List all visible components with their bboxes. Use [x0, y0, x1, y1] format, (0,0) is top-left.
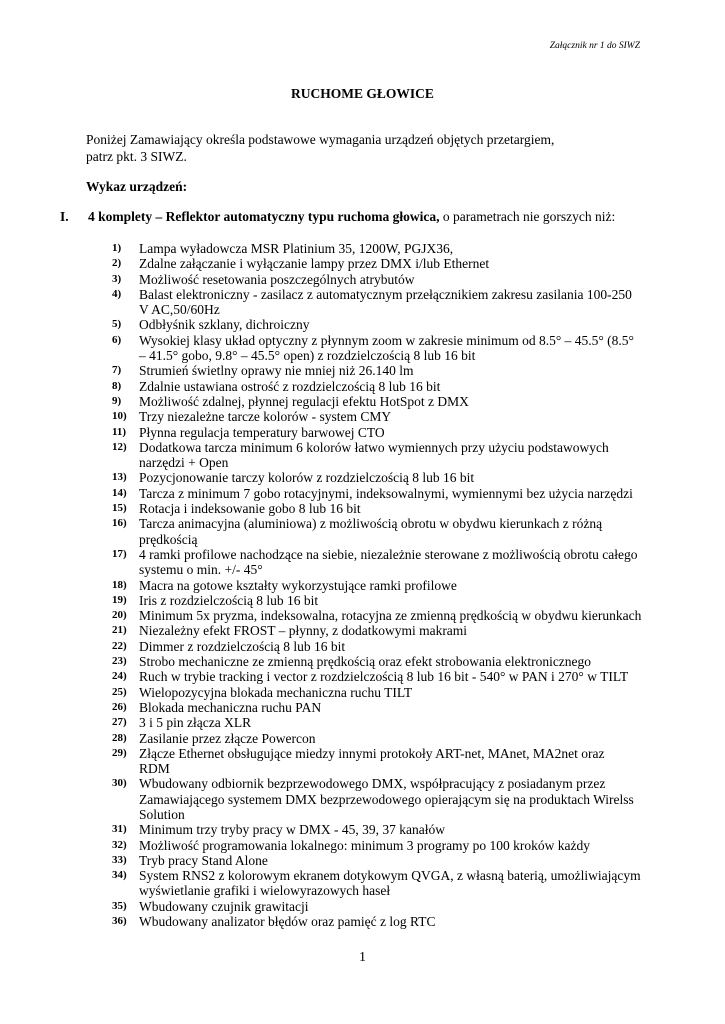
- item-number: 28): [112, 731, 127, 744]
- list-item: [86, 409, 646, 424]
- item-text-line: Solution: [139, 806, 185, 822]
- item-number: 19): [112, 593, 127, 606]
- item-text-line: Płynna regulacja temperatury barwowej CTO: [139, 424, 385, 440]
- item-number: 35): [112, 899, 127, 912]
- section-heading: [60, 209, 660, 225]
- item-number: 2): [112, 257, 122, 270]
- item-number: 33): [112, 853, 127, 866]
- item-number: 1): [112, 242, 122, 254]
- list-item: [86, 853, 646, 868]
- list-item: [86, 363, 646, 378]
- item-text-line: Lampa wyładowcza MSR Platinium 35, 1200W, PGJX36,: [139, 241, 454, 256]
- intro-paragraph: [86, 131, 646, 165]
- item-text-line: Strobo mechaniczne ze zmienną prędkością oraz efekt strobowania elektronicznego: [139, 654, 592, 670]
- requirements-list: [86, 241, 646, 929]
- item-text-line: narzędzi + Open: [139, 455, 229, 471]
- item-number: 11): [112, 425, 127, 438]
- document-title: RUCHOME GŁOWICE: [291, 86, 434, 101]
- item-text-line: 4 ramki profilowe nachodzące na siebie, niezależnie sterowane z możliwością obrotu całego: [139, 546, 638, 562]
- item-number: 26): [112, 700, 127, 713]
- page-number: 1: [359, 950, 366, 965]
- list-item: [86, 654, 646, 669]
- item-number: 34): [112, 869, 127, 882]
- item-number: 25): [112, 685, 127, 698]
- item-text-line: System RNS2 z kolorowym ekranem dotykowym QVGA, z własną baterią, umożliwiającym: [139, 868, 641, 884]
- item-text-line: Zdalne załączanie i wyłączanie lampy przez DMX i/lub Ethernet: [139, 256, 490, 272]
- item-text-line: Odbłyśnik szklany, dichroiczny: [139, 317, 310, 333]
- list-item: [86, 425, 646, 440]
- item-text-line: V AC,50/60Hz: [139, 302, 220, 318]
- list-item: [86, 501, 646, 516]
- list-item: [86, 822, 646, 837]
- list-item: [86, 838, 646, 853]
- list-item: [86, 333, 646, 364]
- item-number: 36): [112, 915, 127, 928]
- item-text-line: Możliwość programowania lokalnego: minimum 3 programy po 100 kroków każdy: [139, 837, 591, 853]
- list-item: [86, 914, 646, 929]
- item-text-line: Możliwość resetowania poszczególnych atrybutów: [139, 271, 415, 287]
- item-text-line: Zamawiającego systemem DMX bezprzewodowego opierającym się na produktach Wirelss: [139, 791, 634, 807]
- item-text-line: prędkością: [139, 531, 198, 547]
- list-item: [86, 776, 646, 822]
- item-text-line: Tryb pracy Stand Alone: [139, 852, 268, 868]
- item-number: 17): [112, 547, 127, 560]
- item-text-line: Ruch w trybie tracking i vector z rozdzielczością 8 lub 16 bit - 540° w PAN i 270° w TILT: [139, 669, 629, 685]
- item-text-line: Niezależny efekt FROST – płynny, z dodatkowymi makrami: [139, 623, 468, 639]
- list-item: [86, 547, 646, 578]
- item-text-line: systemu o min. +/- 45°: [139, 562, 263, 578]
- intro-line: Poniżej Zamawiający określa podstawowe wymagania urządzeń objętych przetargiem,: [86, 132, 555, 147]
- item-number: 27): [112, 716, 127, 729]
- item-number: 16): [112, 517, 127, 530]
- item-number: 13): [112, 471, 127, 484]
- list-item: [86, 731, 646, 746]
- list-heading: Wykaz urządzeń:: [86, 179, 188, 194]
- item-text-line: Wbudowany odbiornik bezprzewodowego DMX, współpracujący z posiadanym przez: [139, 776, 606, 792]
- item-text-line: Strumień świetlny oprawy nie mniej niż 26.140 lm: [139, 363, 414, 379]
- item-number: 32): [112, 838, 127, 851]
- section-normal-text: o parametrach nie gorszych niż:: [439, 209, 616, 224]
- item-text-line: wyświetlanie grafiki i wielowyrazowych haseł: [139, 883, 391, 899]
- item-text-line: Minimum 5x pryzma, indeksowalna, rotacyjna ze zmienną prędkością w obydwu kierunkach: [139, 608, 642, 624]
- item-number: 29): [112, 746, 127, 759]
- item-text-line: Tarcza animacyjna (aluminiowa) z możliwością obrotu w obydwu kierunkach z różną: [139, 516, 603, 532]
- list-item: [86, 317, 646, 332]
- item-text-line: Zdalnie ustawiana ostrość z rozdzielczością 8 lub 16 bit: [139, 378, 441, 394]
- list-item: [86, 685, 646, 700]
- item-text-line: Balast elektroniczny - zasilacz z automatycznym przełącznikiem zakresu zasilania 100-250: [139, 286, 632, 302]
- list-item: [86, 899, 646, 914]
- item-number: 5): [112, 318, 122, 331]
- item-text-line: Pozycjonowanie tarczy kolorów z rozdzielczością 8 lub 16 bit: [139, 470, 475, 486]
- item-text-line: Wysokiej klasy układ optyczny z płynnym zoom w zakresie minimum od 8.5° – 45.5° (8.5°: [139, 332, 634, 348]
- list-item: [86, 868, 646, 899]
- item-number: 18): [112, 578, 127, 591]
- attachment-note: Załącznik nr 1 do SIWZ: [549, 41, 640, 51]
- list-item: [86, 256, 646, 271]
- section-number: I.: [60, 209, 69, 224]
- item-text-line: – 41.5° gobo, 9.8° – 45.5° open) z rozdzielczością 8 lub 16 bit: [139, 348, 476, 364]
- item-text-line: Rotacja i indeksowanie gobo 8 lub 16 bit: [139, 501, 361, 517]
- list-item: [86, 394, 646, 409]
- list-item: [86, 608, 646, 623]
- item-number: 10): [112, 410, 127, 423]
- item-text-line: Blokada mechaniczna ruchu PAN: [139, 699, 322, 715]
- item-text-line: Dimmer z rozdzielczością 8 lub 16 bit: [139, 638, 346, 654]
- list-item: [86, 470, 646, 485]
- list-item: [86, 639, 646, 654]
- list-item: [86, 623, 646, 638]
- list-item: [86, 241, 646, 256]
- list-item: [86, 715, 646, 730]
- list-item: [86, 516, 646, 547]
- item-number: 30): [112, 777, 127, 790]
- item-text-line: Wbudowany czujnik grawitacji: [139, 898, 309, 914]
- item-text-line: Iris z rozdzielczością 8 lub 16 bit: [139, 592, 319, 608]
- item-number: 14): [112, 486, 127, 499]
- list-item: [86, 578, 646, 593]
- item-number: 7): [112, 364, 122, 377]
- item-number: 21): [112, 624, 127, 637]
- item-text-line: Wielopozycyjna blokada mechaniczna ruchu TILT: [139, 684, 413, 700]
- item-text-line: Złącze Ethernet obsługujące miedzy innymi protokoły ART-net, MAnet, MA2net oraz: [139, 745, 605, 761]
- item-text-line: Trzy niezależne tarcze kolorów - system CMY: [139, 409, 392, 425]
- item-number: 4): [112, 287, 122, 300]
- list-item: [86, 440, 646, 471]
- section-bold-text: 4 komplety – Reflektor automatyczny typu ruchoma głowica,: [88, 209, 440, 224]
- item-text-line: Minimum trzy tryby pracy w DMX - 45, 39, 37 kanałów: [139, 822, 445, 838]
- list-item: [86, 593, 646, 608]
- intro-line: patrz pkt. 3 SIWZ.: [86, 149, 187, 164]
- item-text-line: Wbudowany analizator błędów oraz pamięć z log RTC: [139, 914, 436, 930]
- list-item: [86, 272, 646, 287]
- item-text-line: Dodatkowa tarcza minimum 6 kolorów łatwo wymiennych przy użyciu podstawowych: [139, 439, 609, 455]
- list-item: [86, 746, 646, 777]
- item-text-line: 3 i 5 pin złącza XLR: [139, 715, 252, 731]
- item-number: 31): [112, 823, 127, 836]
- item-text-line: Tarcza z minimum 7 gobo rotacyjnymi, indeksowalnymi, wymiennymi bez użycia narzędzi: [139, 485, 633, 501]
- item-number: 22): [112, 639, 127, 652]
- item-text-line: RDM: [139, 761, 170, 777]
- item-number: 6): [112, 333, 122, 346]
- item-number: 8): [112, 379, 122, 392]
- item-text-line: Zasilanie przez złącze Powercon: [139, 730, 316, 746]
- list-item: [86, 669, 646, 684]
- list-item: [86, 379, 646, 394]
- item-text-line: Możliwość zdalnej, płynnej regulacji efektu HotSpot z DMX: [139, 393, 469, 409]
- list-item: [86, 287, 646, 318]
- item-text-line: Macra na gotowe kształty wykorzystujące ramki profilowe: [139, 577, 457, 593]
- list-item: [86, 486, 646, 501]
- item-number: 15): [112, 502, 127, 515]
- item-number: 9): [112, 394, 122, 407]
- item-number: 20): [112, 609, 127, 622]
- list-item: [86, 700, 646, 715]
- item-number: 12): [112, 440, 127, 453]
- item-number: 23): [112, 655, 127, 668]
- item-number: 24): [112, 670, 127, 683]
- item-number: 3): [112, 272, 122, 285]
